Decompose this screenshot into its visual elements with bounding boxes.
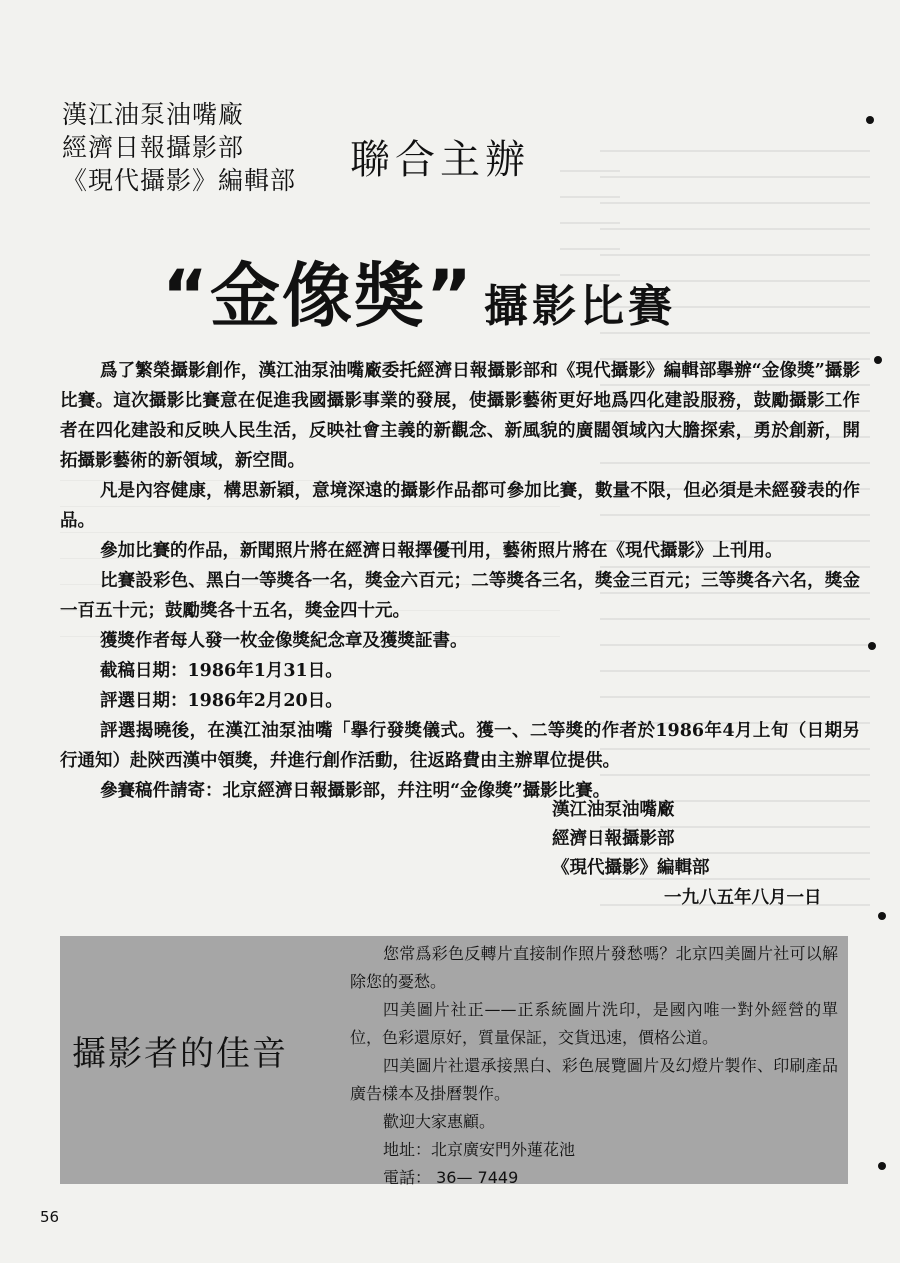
paragraph-publication: 參加比賽的作品，新聞照片將在經濟日報擇優刊用，藝術照片將在《現代攝影》上刊用。 (100, 541, 783, 561)
announcement-body (60, 356, 860, 806)
organizer-list (62, 98, 296, 197)
signatory-2: 經濟日報攝影部 (552, 829, 675, 849)
paragraph-judging-date: 評選日期：1986年2月20日。 (100, 691, 343, 711)
ad-paragraph: 四美圖片社正——正系統圖片洗印，是國內唯一對外經營的單位，色彩還原好，質量保証，交貨迅速，價格公道。 (350, 1000, 838, 1047)
ad-address: 地址：北京廣安門外蓮花池 (383, 1140, 576, 1159)
ad-heading: 攝影者的佳音 (72, 1034, 288, 1074)
ad-paragraph: 歡迎大家惠顧。 (383, 1112, 496, 1131)
paragraph-eligibility: 凡是內容健康，構思新穎，意境深遠的攝影作品都可參加比賽，數量不限，但必須是未經發表的作品。 (60, 481, 860, 531)
paragraph-prizes: 比賽設彩色、黑白一等獎各一名，獎金六百元；二等獎各三名，獎金三百元；三等獎各六名，獎金一百五十元；鼓勵獎各十五名，獎金四十元。 (60, 571, 860, 621)
ad-paragraph: 四美圖片社還承接黑白、彩色展覽圖片及幻燈片製作、印刷產品廣告樣本及掛曆製作。 (350, 1056, 838, 1103)
joint-organizer-label: 聯合主辦 (350, 137, 530, 183)
page-title: “金像獎” (162, 255, 475, 337)
binding-hole-mark (868, 642, 876, 650)
paragraph-submission: 參賽稿件請寄：北京經濟日報攝影部，幷注明“金像獎”攝影比賽。 (100, 781, 611, 801)
signatory-3: 《現代攝影》編輯部 (552, 858, 710, 878)
signatory-list (552, 796, 710, 883)
binding-hole-mark (878, 1162, 886, 1170)
paragraph-purpose: 爲了繁榮攝影創作，漢江油泵油嘴廠委托經濟日報攝影部和《現代攝影》編輯部擧辦“金像獎”攝影比賽。這次攝影比賽意在促進我國攝影事業的發展，使攝影藝術更好地爲四化建設服務，鼓勵攝影工作者在四化建設和反映人民生活，反映社會主義的新觀念、新風貌的廣闊領域內大膽探索，勇於創新，開拓攝影藝術的新領域，新空間。 (60, 361, 860, 471)
advertisement-box (60, 936, 848, 1187)
organizer-1: 漢江油泵油嘴廠 (62, 100, 245, 129)
binding-hole-mark (878, 912, 886, 920)
page-subtitle: 攝影比賽 (484, 281, 676, 332)
paragraph-ceremony: 評選揭曉後，在漢江油泵油嘴「擧行發獎儀式。獲一、二等獎的作者於1986年4月上旬（日期另行通知）赴陝西漢中領獎，幷進行創作活動，往返路費由主辦單位提供。 (60, 721, 860, 771)
page-number: 56 (40, 1208, 60, 1226)
ad-text (350, 940, 838, 1192)
ad-paragraph: 您常爲彩色反轉片直接制作照片發愁嗎？北京四美圖片社可以解除您的憂愁。 (350, 944, 838, 991)
paragraph-awards: 獲獎作者每人發一枚金像獎紀念章及獲獎証書。 (100, 631, 468, 651)
issue-date: 一九八五年八月一日 (664, 888, 822, 908)
organizer-3: 《現代攝影》編輯部 (62, 166, 297, 195)
paragraph-deadline: 截稿日期：1986年1月31日。 (100, 661, 343, 681)
binding-hole-mark (874, 356, 882, 364)
ad-phone: 電話： 36— 7449 (383, 1168, 519, 1187)
binding-hole-mark (866, 116, 874, 124)
organizer-2: 經濟日報攝影部 (62, 133, 245, 162)
signatory-1: 漢江油泵油嘴廠 (552, 800, 675, 820)
